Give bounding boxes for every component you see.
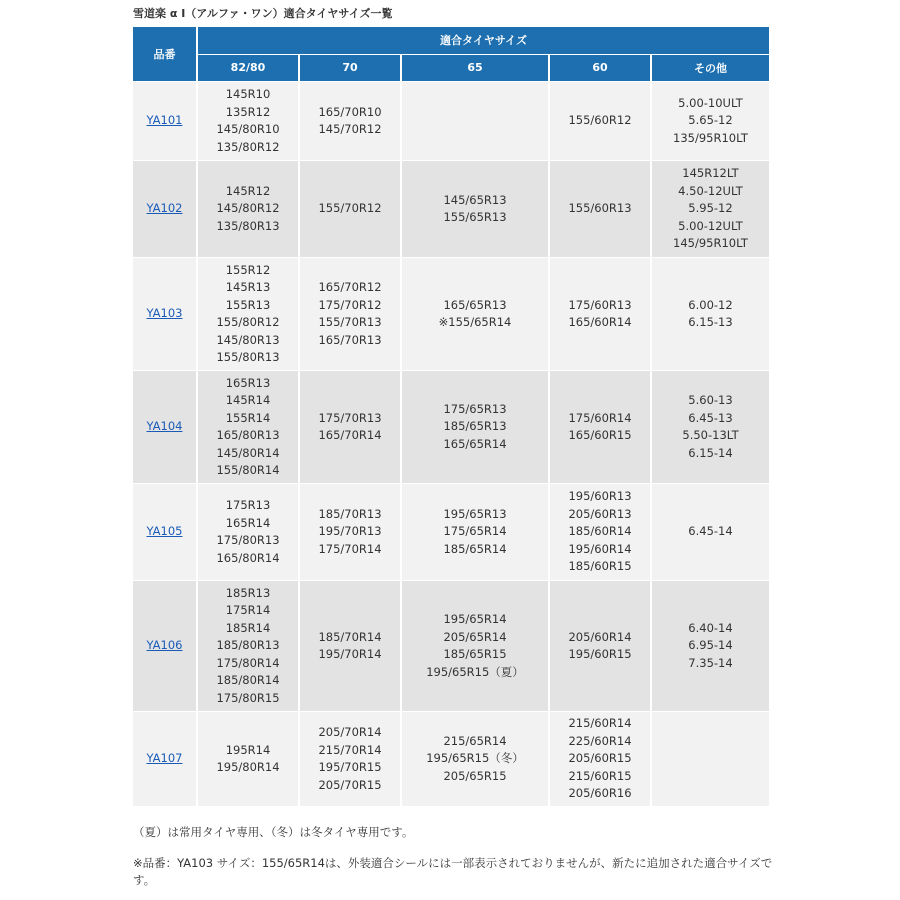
tire-size: 135R12 <box>225 104 271 119</box>
size-cell-c70 <box>300 484 400 580</box>
tire-size: 155/60R12 <box>568 113 632 128</box>
tire-size: 205/65R14 <box>443 629 507 644</box>
header-col-82-80: 82/80 <box>198 55 298 82</box>
tire-size: 175R13 <box>225 498 271 512</box>
size-cell-c70 <box>300 581 400 711</box>
note-ya103: ※品番：YA103 サイズ：155/65R14は、外装適合シールには一部表示されておりませんが、新たに追加された適合サイズです。 <box>133 856 773 887</box>
tire-size: 185/70R13 <box>318 506 382 521</box>
table-row <box>133 371 769 483</box>
tire-size: 195/80R14 <box>216 760 280 774</box>
tire-size: 205/70R14 <box>318 725 382 739</box>
tire-size: 185/60R15 <box>568 559 632 574</box>
tire-size: 215/65R14 <box>443 733 507 748</box>
tire-size: 185R14 <box>225 620 271 635</box>
tire-size: 5.00-10ULT <box>678 95 743 110</box>
tire-size: 175/70R12 <box>318 297 382 312</box>
tire-size: 165/70R13 <box>318 332 382 347</box>
tire-size: 155R13 <box>225 297 271 312</box>
size-cell-other <box>652 258 769 370</box>
tire-size: 195/65R15（夏） <box>426 664 524 679</box>
tire-size: 165/65R14 <box>443 436 507 451</box>
tire-size: 145/80R12 <box>216 201 280 216</box>
size-cell-c82 <box>198 371 298 483</box>
table-body <box>133 82 769 806</box>
tire-size: 6.95-14 <box>688 638 733 653</box>
tire-size: 175R14 <box>225 603 271 618</box>
product-link[interactable]: YA104 <box>146 419 183 434</box>
size-cell-other <box>652 161 769 257</box>
tire-size: 185/65R15 <box>443 647 507 661</box>
tire-size: 195/65R13 <box>443 506 507 521</box>
size-cell-c60 <box>550 581 650 711</box>
header-col-70: 70 <box>300 55 400 82</box>
tire-size: 205/65R15 <box>443 768 507 783</box>
size-cell-c65 <box>402 82 548 160</box>
product-link[interactable]: YA103 <box>146 306 183 321</box>
tire-size: 165/70R12 <box>318 280 382 294</box>
product-id-cell <box>133 82 196 160</box>
size-cell-c65 <box>402 161 548 257</box>
size-cell-c60 <box>550 712 650 806</box>
product-link[interactable]: YA102 <box>146 201 183 216</box>
tire-size: 205/60R15 <box>568 751 632 766</box>
product-id-cell <box>133 484 196 580</box>
table-row <box>133 258 769 370</box>
size-cell-c82 <box>198 484 298 580</box>
tire-size: 165/80R14 <box>216 550 280 565</box>
tire-size: 195/60R14 <box>568 541 632 556</box>
size-cell-c70 <box>300 161 400 257</box>
tire-size: 6.15-13 <box>688 315 733 329</box>
tire-size: 205/60R16 <box>568 786 632 801</box>
size-cell-other <box>652 371 769 483</box>
size-cell-c65 <box>402 712 548 806</box>
tire-size-table <box>131 26 771 807</box>
tire-size: 7.35-14 <box>688 655 733 670</box>
note-season: （夏）は常用タイヤ専用、（冬）は冬タイヤ専用です。 <box>133 825 414 839</box>
tire-size: 145/95R10LT <box>673 236 748 251</box>
tire-size: 175/80R15 <box>216 690 280 705</box>
tire-size: 6.00-12 <box>688 297 733 312</box>
tire-size: 205/60R14 <box>568 629 632 644</box>
tire-size: 6.15-14 <box>688 445 733 460</box>
size-cell-other <box>652 484 769 580</box>
tire-size: 145R13 <box>225 280 271 294</box>
tire-size: 165/80R13 <box>216 428 280 442</box>
size-cell-c60 <box>550 371 650 483</box>
size-cell-c70 <box>300 371 400 483</box>
tire-size: 175/60R14 <box>568 410 632 425</box>
tire-size: 175/70R13 <box>318 410 382 425</box>
tire-size: 135/80R12 <box>216 139 280 154</box>
tire-size: 155/70R13 <box>318 315 382 329</box>
tire-size: 185/70R14 <box>318 629 382 644</box>
size-cell-other <box>652 712 769 806</box>
tire-size: 175/65R13 <box>443 401 507 416</box>
header-col-60: 60 <box>550 55 650 82</box>
tire-size: 165/60R14 <box>568 315 632 329</box>
tire-size: 155/70R12 <box>318 201 382 216</box>
tire-size: 5.50-13LT <box>682 428 739 442</box>
table-row <box>133 712 769 806</box>
tire-size: 155R12 <box>225 262 271 277</box>
table-row <box>133 581 769 711</box>
tire-size: 205/60R13 <box>568 506 632 521</box>
tire-size: 165R14 <box>225 515 271 530</box>
header-col-65: 65 <box>402 55 548 82</box>
tire-size: 205/70R15 <box>318 777 382 792</box>
tire-size: 185/65R14 <box>443 541 507 556</box>
table-row <box>133 82 769 160</box>
product-id-cell <box>133 258 196 370</box>
tire-size: 6.40-14 <box>688 620 733 635</box>
tire-size: 6.45-13 <box>688 410 733 425</box>
tire-size: 225/60R14 <box>568 733 632 748</box>
tire-size: 155/80R12 <box>216 315 280 329</box>
tire-size: 155R14 <box>225 410 271 425</box>
size-cell-c60 <box>550 161 650 257</box>
tire-size: 135/95R10LT <box>673 130 748 145</box>
tire-size: 145/70R12 <box>318 122 382 136</box>
table-row <box>133 161 769 257</box>
tire-size: 175/80R14 <box>216 655 280 670</box>
tire-size: 155/80R14 <box>216 463 280 477</box>
tire-size: 5.95-12 <box>688 201 733 216</box>
tire-size: 4.50-12ULT <box>678 183 743 198</box>
tire-size: 175/70R14 <box>318 541 382 556</box>
size-cell-c65 <box>402 581 548 711</box>
size-cell-c65 <box>402 484 548 580</box>
product-id-cell <box>133 371 196 483</box>
product-link[interactable]: YA105 <box>146 524 183 539</box>
tire-size: 145R14 <box>225 393 271 407</box>
tire-size: 145R12 <box>225 183 271 198</box>
table-row <box>133 484 769 580</box>
size-cell-c82 <box>198 712 298 806</box>
tire-size: ※155/65R14 <box>438 315 512 329</box>
size-cell-c70 <box>300 712 400 806</box>
size-cell-other <box>652 82 769 160</box>
tire-size: 145/80R14 <box>216 445 280 460</box>
product-id-cell <box>133 712 196 806</box>
tire-size: 215/60R15 <box>568 768 632 783</box>
size-cell-c82 <box>198 161 298 257</box>
tire-size: 145/80R13 <box>216 332 280 347</box>
tire-size: 145/80R10 <box>216 122 280 136</box>
size-cell-c60 <box>550 82 650 160</box>
page-title: 雪道楽 α I（アルファ・ワン）適合タイヤサイズ一覧 <box>133 7 393 20</box>
size-cell-other <box>652 581 769 711</box>
tire-size: 5.65-12 <box>688 113 733 128</box>
tire-size: 185/80R13 <box>216 638 280 653</box>
tire-size: 165R13 <box>225 375 271 390</box>
header-hinban: 品番 <box>133 27 196 81</box>
tire-size: 185/65R13 <box>443 419 507 434</box>
tire-size: 145/65R13 <box>443 192 507 207</box>
size-cell-c65 <box>402 258 548 370</box>
tire-size: 155/65R13 <box>443 210 507 224</box>
size-cell-c65 <box>402 371 548 483</box>
header-col-other: その他 <box>652 55 769 82</box>
tire-size: 195/70R14 <box>318 647 382 661</box>
size-cell-c70 <box>300 258 400 370</box>
tire-size: 185R13 <box>225 585 271 600</box>
tire-size: 145R10 <box>225 87 271 101</box>
product-link[interactable]: YA107 <box>146 751 183 766</box>
tire-size: 145R12LT <box>682 166 739 181</box>
tire-size: 185/80R14 <box>216 673 280 688</box>
size-cell-c82 <box>198 258 298 370</box>
tire-size: 195/65R15（冬） <box>426 751 524 766</box>
tire-size: 175/65R14 <box>443 524 507 539</box>
tire-size: 195/60R15 <box>568 647 632 661</box>
tire-size: 6.45-14 <box>688 524 733 539</box>
tire-size: 5.60-13 <box>688 393 733 407</box>
tire-size: 195/65R14 <box>443 612 507 626</box>
product-link[interactable]: YA101 <box>146 113 183 128</box>
tire-size: 195/70R13 <box>318 524 382 539</box>
tire-size: 215/60R14 <box>568 716 632 731</box>
tire-size: 195/60R13 <box>568 489 632 504</box>
tire-size: 215/70R14 <box>318 742 382 757</box>
tire-size: 165/70R10 <box>318 104 382 119</box>
size-cell-c82 <box>198 82 298 160</box>
tire-size: 165/60R15 <box>568 428 632 442</box>
tire-size: 155/60R13 <box>568 201 632 216</box>
tire-size: 165/65R13 <box>443 297 507 312</box>
tire-size: 5.00-12ULT <box>678 218 743 233</box>
notes <box>133 824 783 889</box>
tire-size: 135/80R13 <box>216 218 280 233</box>
size-cell-c82 <box>198 581 298 711</box>
tire-size: 175/60R13 <box>568 297 632 312</box>
tire-size: 155/80R13 <box>216 350 280 364</box>
tire-size: 175/80R13 <box>216 533 280 547</box>
tire-size: 185/60R14 <box>568 524 632 539</box>
tire-size: 165/70R14 <box>318 428 382 442</box>
size-cell-c60 <box>550 258 650 370</box>
product-link[interactable]: YA106 <box>146 638 183 653</box>
size-cell-c70 <box>300 82 400 160</box>
tire-size: 195/70R15 <box>318 760 382 774</box>
product-id-cell <box>133 161 196 257</box>
product-id-cell <box>133 581 196 711</box>
tire-size: 195R14 <box>225 742 271 757</box>
size-cell-c60 <box>550 484 650 580</box>
header-tire-size-group: 適合タイヤサイズ <box>198 27 769 54</box>
